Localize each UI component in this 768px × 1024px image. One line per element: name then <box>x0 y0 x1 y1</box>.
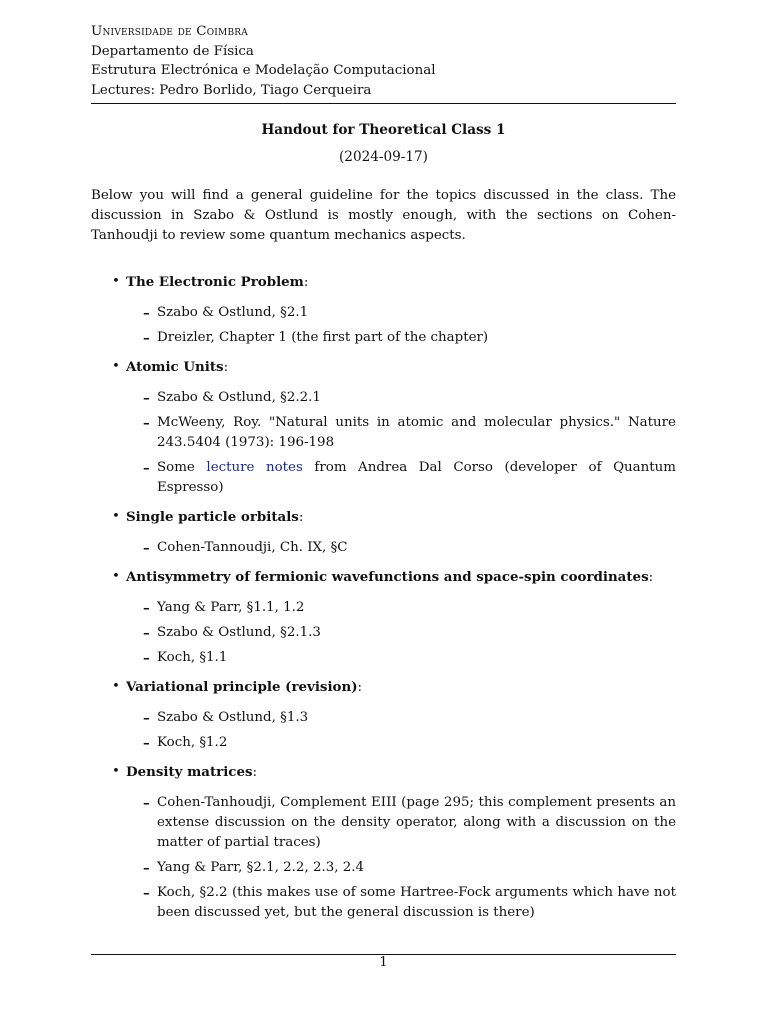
intro-paragraph: Below you will find a general guideline for the topics discussed in the class. The discussion in Szabo & Ostlund is mostly enough, with the sections on Cohen-Tanhoudji to review some quantum mechanics aspects. <box>91 188 676 244</box>
lecturers: Lectures: Pedro Borlido, Tiago Cerqueira <box>91 82 372 98</box>
dash-icon: – <box>143 330 150 347</box>
reference-item <box>126 328 676 348</box>
dash-icon: – <box>143 600 150 617</box>
reference-text: Szabo & Ostlund, §2.1.3 <box>157 625 321 641</box>
bullet-icon: • <box>112 509 120 525</box>
reference-text: Szabo & Ostlund, §1.3 <box>157 710 309 726</box>
dash-icon: – <box>143 415 150 432</box>
topic-item <box>91 507 676 558</box>
university-name: Universidade de Coimbra <box>91 24 248 39</box>
bullet-icon: • <box>112 359 120 375</box>
bullet-icon: • <box>112 764 120 780</box>
document-header <box>91 22 676 100</box>
dash-icon: – <box>143 710 150 727</box>
dash-icon: – <box>143 390 150 407</box>
lecture-notes-link[interactable]: lecture notes <box>206 460 303 476</box>
topic-title: Antisymmetry of fermionic wavefunctions and space-spin coordinates <box>126 569 649 586</box>
reference-item <box>126 538 676 558</box>
document-title: Handout for Theoretical Class 1 <box>261 122 506 139</box>
topic-item <box>91 357 676 498</box>
reference-text: Dreizler, Chapter 1 (the first part of the chapter) <box>157 330 489 346</box>
bullet-icon: • <box>112 274 120 290</box>
reference-item <box>126 793 676 853</box>
bullet-icon: • <box>112 679 120 695</box>
topic-item <box>91 677 676 753</box>
reference-list <box>126 598 676 668</box>
topic-colon: : <box>252 765 258 781</box>
reference-item <box>126 458 676 498</box>
topic-item <box>91 272 676 348</box>
reference-list <box>126 303 676 348</box>
reference-text: McWeeny, Roy. "Natural units in atomic and molecular physics." Nature 243.5404 (1973): 196-198 <box>157 415 676 451</box>
topic-list <box>91 272 676 923</box>
department-name: Departamento de Física <box>91 43 254 59</box>
reference-list <box>126 538 676 558</box>
reference-text: Szabo & Ostlund, §2.2.1 <box>157 390 321 406</box>
reference-text: Cohen-Tannoudji, Ch. IX, §C <box>157 540 348 556</box>
topic-colon: : <box>648 570 654 586</box>
topic-item <box>91 762 676 923</box>
reference-item <box>126 648 676 668</box>
reference-item <box>126 388 676 408</box>
dash-icon: – <box>143 460 150 477</box>
dash-icon: – <box>143 860 150 877</box>
course-name: Estrutura Electrónica e Modelação Computacional <box>91 63 436 79</box>
topic-colon: : <box>303 275 309 291</box>
topic-colon: : <box>223 360 229 376</box>
topic-colon: : <box>298 510 304 526</box>
reference-list <box>126 388 676 498</box>
page-number: 1 <box>379 955 388 970</box>
reference-item <box>126 883 676 923</box>
reference-item <box>126 623 676 643</box>
dash-icon: – <box>143 625 150 642</box>
dash-icon: – <box>143 650 150 667</box>
reference-text: Yang & Parr, §1.1, 1.2 <box>157 600 305 616</box>
document-page <box>91 22 676 932</box>
dash-icon: – <box>143 540 150 557</box>
topic-title: Variational principle (revision) <box>126 679 358 696</box>
reference-item <box>126 413 676 453</box>
reference-list <box>126 708 676 753</box>
topic-title: The Electronic Problem <box>126 274 304 291</box>
reference-item <box>126 598 676 618</box>
reference-text: Koch, §1.1 <box>157 650 228 666</box>
topic-title: Single particle orbitals <box>126 509 299 526</box>
reference-text: Koch, §2.2 (this makes use of some Hartree-Fock arguments which have not been discussed yet, but the general discussion is there) <box>157 885 676 921</box>
header-divider <box>91 103 676 104</box>
dash-icon: – <box>143 735 150 752</box>
reference-item <box>126 733 676 753</box>
topic-colon: : <box>357 680 363 696</box>
bullet-icon: • <box>112 569 120 585</box>
reference-item <box>126 303 676 323</box>
topic-title: Density matrices <box>126 764 253 781</box>
reference-text-after-link: from Andrea Dal Corso (developer of Quantum Espresso) <box>157 460 676 496</box>
reference-text: Szabo & Ostlund, §2.1 <box>157 305 309 321</box>
reference-item <box>126 708 676 728</box>
dash-icon: – <box>143 305 150 322</box>
topic-title: Atomic Units <box>126 359 224 376</box>
reference-item <box>126 858 676 878</box>
topic-item <box>91 567 676 668</box>
reference-list <box>126 793 676 923</box>
reference-text-before-link: Some <box>157 460 207 476</box>
reference-text: Yang & Parr, §2.1, 2.2, 2.3, 2.4 <box>157 860 365 876</box>
dash-icon: – <box>143 795 150 812</box>
reference-text: Koch, §1.2 <box>157 735 228 751</box>
reference-text: Cohen-Tanhoudji, Complement EIII (page 295; this complement presents an extense discussion on the density operator, along with a discussion on the matter of partial traces) <box>157 795 676 851</box>
document-date: (2024-09-17) <box>339 149 428 166</box>
dash-icon: – <box>143 885 150 902</box>
